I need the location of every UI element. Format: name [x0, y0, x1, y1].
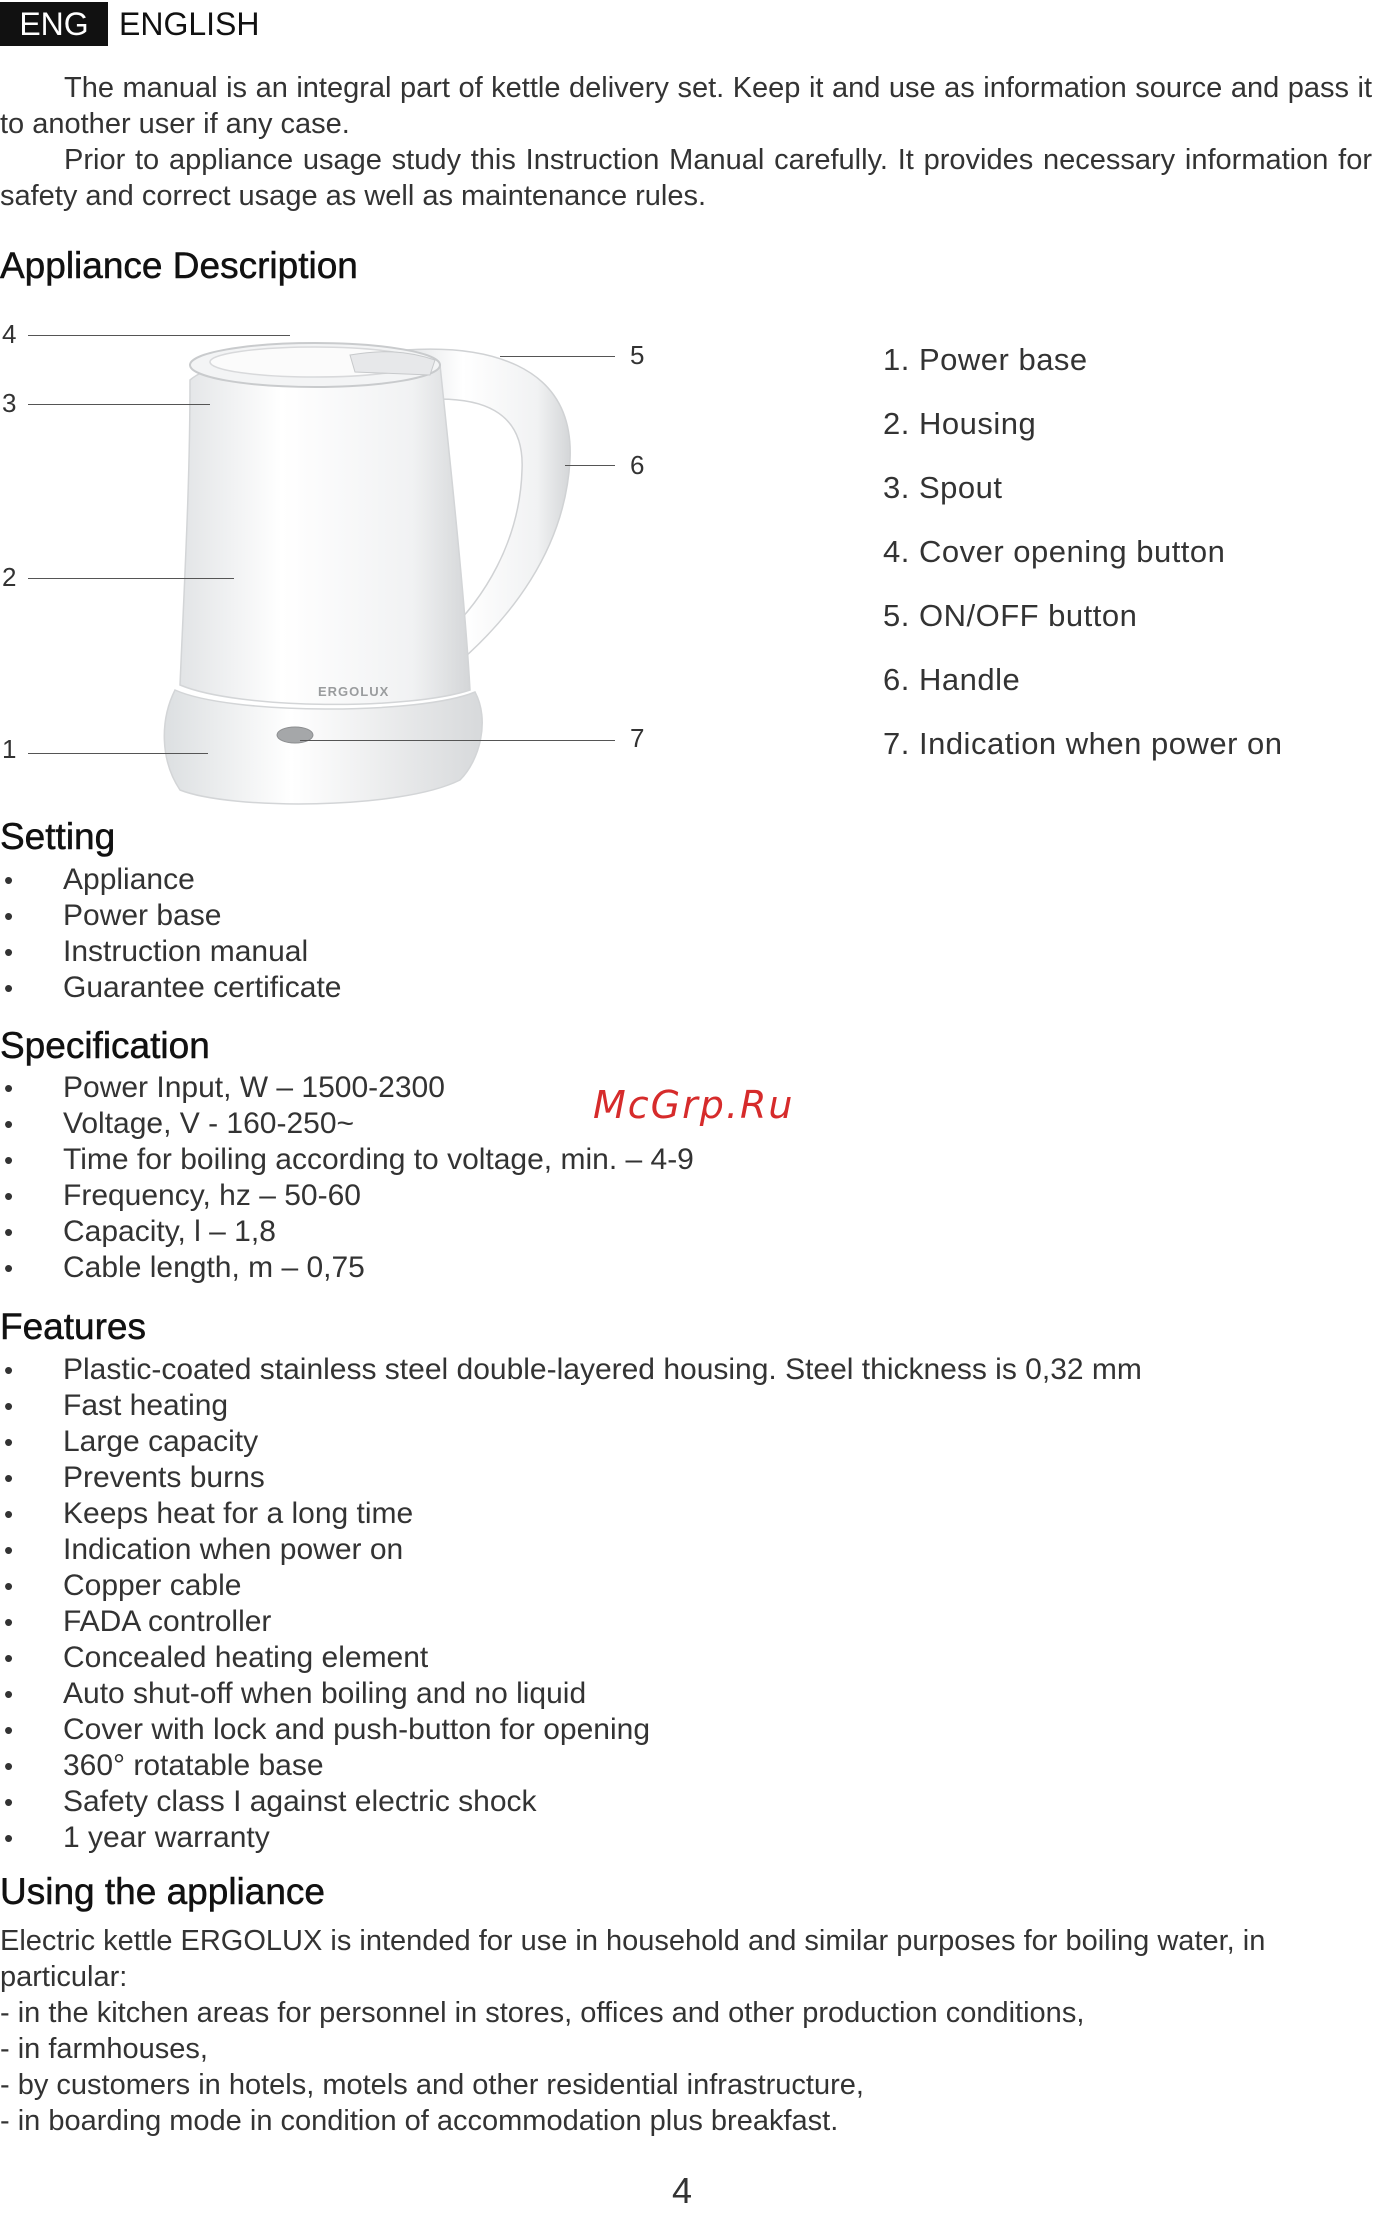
language-name: ENGLISH	[119, 6, 260, 42]
spec-item-text: Capacity, l – 1,8	[63, 1215, 276, 1248]
spec-item-text: Frequency, hz – 50-60	[63, 1179, 361, 1212]
feature-item	[0, 1820, 1142, 1856]
bullet: •	[4, 1571, 14, 1601]
bullet: •	[4, 973, 14, 1003]
feature-item-text: FADA controller	[63, 1605, 272, 1638]
setting-item	[0, 898, 341, 934]
spec-item	[0, 1250, 694, 1286]
specification-list	[0, 1070, 694, 1286]
bullet: •	[4, 1823, 14, 1853]
intro-paragraph: The manual is an integral part of kettle delivery set. Keep it and use as information source and pass it to another user if any case.	[0, 72, 1372, 140]
feature-item-text: 360° rotatable base	[63, 1749, 324, 1782]
setting-item-text: Power base	[63, 899, 222, 932]
callout-number: 5	[630, 340, 645, 370]
setting-item	[0, 970, 341, 1006]
setting-heading: Setting	[0, 816, 116, 857]
bullet: •	[4, 1109, 14, 1139]
bullet: •	[4, 1715, 14, 1745]
spec-item-text: Voltage, V - 160-250~	[63, 1107, 355, 1140]
setting-item-text: Appliance	[63, 863, 195, 896]
feature-item-text: Auto shut-off when boiling and no liquid	[63, 1677, 587, 1710]
bullet: •	[4, 1787, 14, 1817]
setting-item	[0, 934, 341, 970]
bullet: •	[4, 937, 14, 967]
intro-paragraph: Prior to appliance usage study this Instruction Manual carefully. It provides necessary information for safety and correct usage as well as maintenance rules.	[0, 144, 1372, 212]
callout-number: 6	[630, 450, 645, 480]
bullet: •	[4, 901, 14, 931]
bullet: •	[4, 1145, 14, 1175]
part-item: 5. ON/OFF button	[883, 598, 1138, 633]
callout-line	[28, 578, 234, 579]
spec-item-text: Cable length, m – 0,75	[63, 1251, 365, 1284]
part-item: 3. Spout	[883, 470, 1003, 505]
parts-list	[883, 328, 1283, 776]
callout-line	[500, 356, 615, 357]
spec-item	[0, 1070, 694, 1106]
specification-heading: Specification	[0, 1025, 210, 1066]
feature-item-text: Copper cable	[63, 1569, 242, 1602]
feature-item-text: Fast heating	[63, 1389, 229, 1422]
feature-item	[0, 1604, 1142, 1640]
feature-item	[0, 1388, 1142, 1424]
bullet: •	[4, 1751, 14, 1781]
feature-item-text: Indication when power on	[63, 1533, 404, 1566]
feature-item-text: Concealed heating element	[63, 1641, 429, 1674]
feature-item	[0, 1496, 1142, 1532]
feature-item-text: Prevents burns	[63, 1461, 265, 1494]
language-code-badge: ENG	[0, 2, 108, 46]
features-list	[0, 1352, 1142, 1856]
bullet: •	[4, 1355, 14, 1385]
bullet: •	[4, 1391, 14, 1421]
feature-item	[0, 1748, 1142, 1784]
feature-item	[0, 1640, 1142, 1676]
features-heading: Features	[0, 1306, 147, 1347]
callout-line	[28, 753, 208, 754]
usage-line: - in boarding mode in condition of accommodation plus breakfast.	[0, 2105, 839, 2137]
feature-item	[0, 1568, 1142, 1604]
watermark: McGrp.Ru	[593, 1083, 795, 1127]
bullet: •	[4, 1427, 14, 1457]
part-item: 4. Cover opening button	[883, 534, 1226, 569]
usage-line: - in the kitchen areas for personnel in stores, offices and other production conditions,	[0, 1997, 1085, 2029]
feature-item	[0, 1424, 1142, 1460]
callout-line	[28, 404, 210, 405]
callout-number: 3	[2, 388, 17, 418]
kettle-brand-label: ERGOLUX	[318, 684, 390, 699]
intro-text	[0, 70, 1372, 214]
usage-line: - in farmhouses,	[0, 2033, 208, 2065]
using-appliance-text	[0, 1923, 1300, 2139]
part-item: 7. Indication when power on	[883, 726, 1283, 761]
feature-item-text: Plastic-coated stainless steel double-layered housing. Steel thickness is 0,32 mm	[63, 1353, 1142, 1386]
feature-item-text: Cover with lock and push-button for opening	[63, 1713, 651, 1746]
feature-item-text: 1 year warranty	[63, 1821, 270, 1854]
bullet: •	[4, 1253, 14, 1283]
spec-item	[0, 1178, 694, 1214]
bullet: •	[4, 865, 14, 895]
bullet: •	[4, 1217, 14, 1247]
callout-line	[565, 465, 615, 466]
spec-item-text: Power Input, W – 1500-2300	[63, 1071, 445, 1104]
spec-item-text: Time for boiling according to voltage, min. – 4-9	[63, 1143, 694, 1176]
feature-item	[0, 1460, 1142, 1496]
feature-item-text: Keeps heat for a long time	[63, 1497, 414, 1530]
part-item: 6. Handle	[883, 662, 1021, 697]
setting-item	[0, 862, 341, 898]
callout-number: 2	[2, 562, 17, 592]
using-appliance-heading: Using the appliance	[0, 1871, 325, 1912]
spec-item	[0, 1214, 694, 1250]
bullet: •	[4, 1463, 14, 1493]
usage-line: Electric kettle ERGOLUX is intended for use in household and similar purposes for boiling water, in particular:	[0, 1925, 1266, 1993]
bullet: •	[4, 1679, 14, 1709]
bullet: •	[4, 1535, 14, 1565]
callout-number: 1	[2, 734, 17, 764]
setting-list	[0, 862, 341, 1006]
kettle-power-base	[164, 690, 482, 804]
usage-line: - by customers in hotels, motels and other residential infrastructure,	[0, 2069, 864, 2101]
bullet: •	[4, 1607, 14, 1637]
bullet: •	[4, 1073, 14, 1103]
bullet: •	[4, 1181, 14, 1211]
feature-item-text: Large capacity	[63, 1425, 259, 1458]
feature-item	[0, 1532, 1142, 1568]
part-item: 2. Housing	[883, 406, 1037, 441]
callout-number: 4	[2, 319, 17, 349]
setting-item-text: Instruction manual	[63, 935, 309, 968]
bullet: •	[4, 1643, 14, 1673]
page-number: 4	[672, 2170, 693, 2211]
appliance-description-heading: Appliance Description	[0, 245, 358, 286]
feature-item	[0, 1712, 1142, 1748]
spec-item	[0, 1106, 694, 1142]
callout-line	[300, 740, 615, 741]
kettle-illustration	[150, 320, 600, 810]
bullet: •	[4, 1499, 14, 1529]
feature-item	[0, 1352, 1142, 1388]
feature-item	[0, 1784, 1142, 1820]
feature-item-text: Safety class I against electric shock	[63, 1785, 537, 1818]
setting-item-text: Guarantee certificate	[63, 971, 342, 1004]
callout-line	[28, 335, 290, 336]
spec-item	[0, 1142, 694, 1178]
part-item: 1. Power base	[883, 342, 1088, 377]
kettle-housing	[180, 353, 470, 704]
feature-item	[0, 1676, 1142, 1712]
callout-number: 7	[630, 723, 645, 753]
